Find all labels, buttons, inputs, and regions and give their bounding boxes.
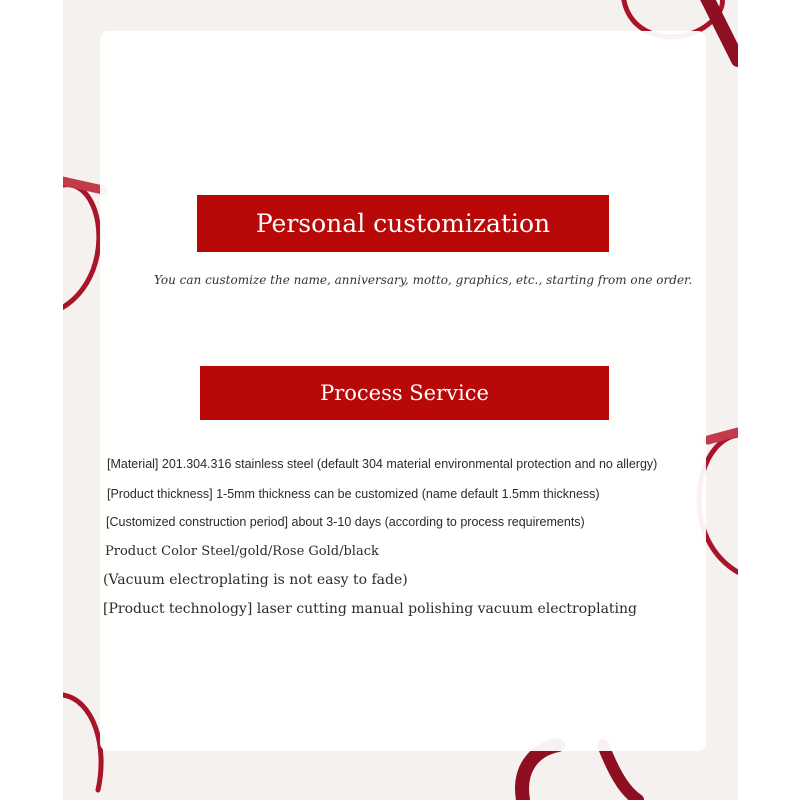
ribbon-left-upper-band	[63, 180, 103, 190]
ribbon-left-lower	[63, 695, 101, 790]
ribbon-bottom-right	[522, 745, 558, 800]
spec-material: [Material] 201.304.316 stainless steel (default 304 material environmental protection and no allergy)	[107, 457, 658, 471]
process-title: Process Service	[320, 381, 489, 405]
process-banner	[200, 366, 609, 420]
spec-construction-period: [Customized construction period] about 3-10 days (according to process requirements)	[106, 515, 585, 529]
spec-product-color: Product Color Steel/gold/Rose Gold/black	[105, 544, 379, 559]
ribbon-bottom-right-b	[603, 745, 638, 800]
customization-banner	[197, 195, 609, 252]
spec-thickness: [Product thickness] 1-5mm thickness can be customized (name default 1.5mm thickness)	[107, 487, 600, 501]
ribbon-left-upper	[63, 185, 99, 310]
customization-note: You can customize the name, anniversary, motto, graphics, etc., starting from one order.	[154, 273, 693, 287]
spec-electroplating-note: (Vacuum electroplating is not easy to fade)	[103, 572, 408, 588]
customization-title: Personal customization	[255, 209, 551, 238]
ribbon-right-mid-band	[708, 432, 738, 440]
spec-technology: [Product technology] laser cutting manual polishing vacuum electroplating	[103, 601, 637, 617]
